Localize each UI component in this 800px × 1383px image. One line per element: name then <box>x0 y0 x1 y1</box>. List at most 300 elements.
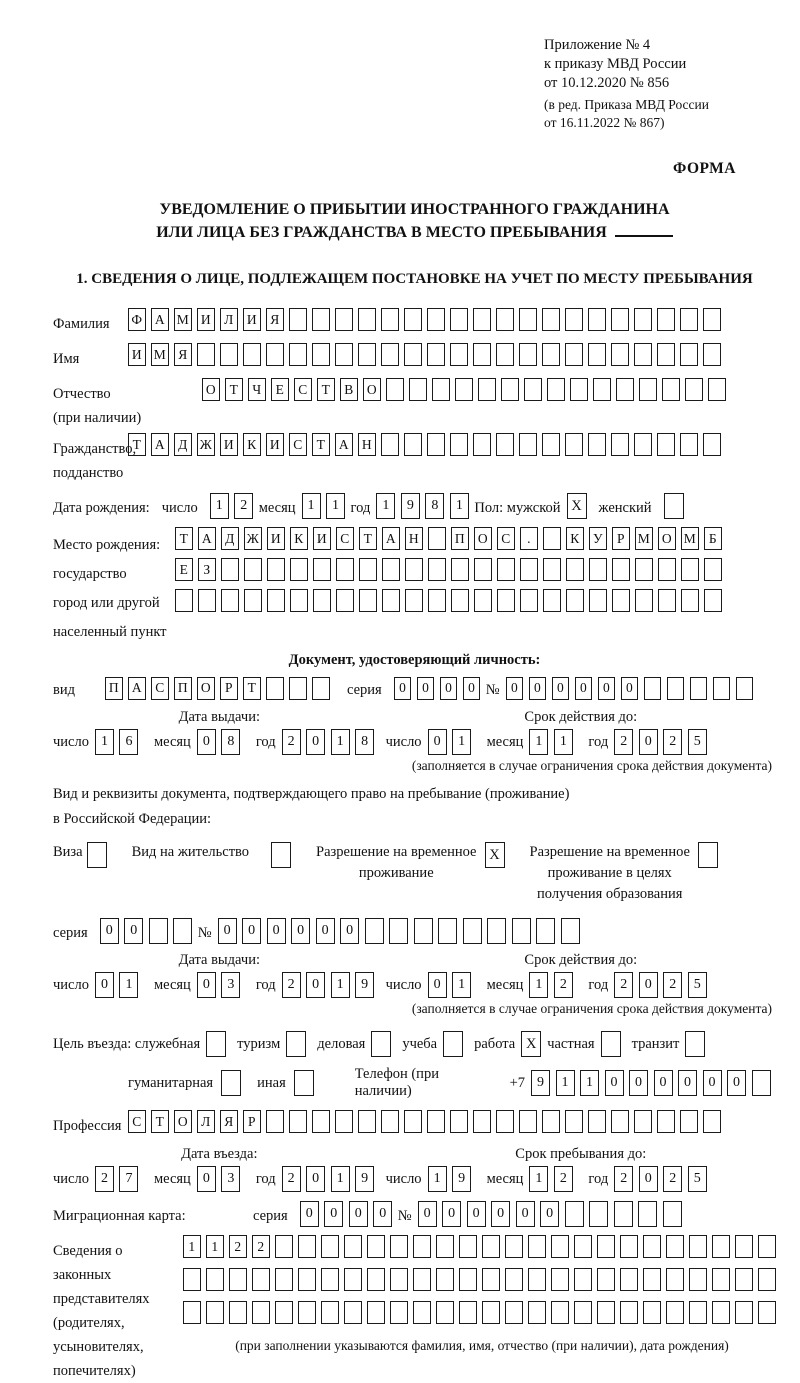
char-box[interactable] <box>611 308 629 331</box>
char-box[interactable]: О <box>174 1110 192 1133</box>
char-box[interactable] <box>689 1235 707 1258</box>
char-box[interactable] <box>551 1301 569 1324</box>
char-box[interactable] <box>197 343 215 366</box>
char-box[interactable]: Я <box>266 308 284 331</box>
char-box[interactable] <box>758 1235 776 1258</box>
char-box[interactable]: С <box>151 677 169 700</box>
char-box[interactable] <box>381 308 399 331</box>
char-box[interactable] <box>436 1235 454 1258</box>
char-box[interactable]: К <box>243 433 261 456</box>
char-box[interactable]: 0 <box>605 1070 624 1096</box>
char-box[interactable] <box>496 308 514 331</box>
char-box[interactable] <box>689 1301 707 1324</box>
char-box[interactable]: А <box>382 527 400 550</box>
char-box[interactable]: 0 <box>440 677 458 700</box>
char-box[interactable] <box>528 1268 546 1291</box>
char-box[interactable]: Я <box>220 1110 238 1133</box>
char-box[interactable]: 0 <box>428 972 447 998</box>
char-box[interactable]: 0 <box>506 677 524 700</box>
phone-input[interactable] <box>531 1070 776 1096</box>
char-box[interactable] <box>473 308 491 331</box>
char-box[interactable]: 1 <box>183 1235 201 1258</box>
char-box[interactable] <box>252 1268 270 1291</box>
temp-residence-checkbox[interactable]: X <box>485 842 505 868</box>
char-box[interactable] <box>758 1268 776 1291</box>
char-box[interactable] <box>313 589 331 612</box>
char-box[interactable] <box>712 1268 730 1291</box>
char-box[interactable] <box>639 378 657 401</box>
char-box[interactable] <box>405 589 423 612</box>
citizenship-input[interactable] <box>128 433 726 456</box>
char-box[interactable]: М <box>635 527 653 550</box>
char-box[interactable]: С <box>128 1110 146 1133</box>
char-box[interactable]: 0 <box>394 677 412 700</box>
char-box[interactable] <box>367 1235 385 1258</box>
char-box[interactable] <box>367 1268 385 1291</box>
char-box[interactable] <box>275 1301 293 1324</box>
char-box[interactable] <box>712 1235 730 1258</box>
purpose-commercial-checkbox[interactable] <box>371 1031 391 1057</box>
char-box[interactable]: Л <box>220 308 238 331</box>
char-box[interactable] <box>336 589 354 612</box>
resident-number-input[interactable] <box>218 918 586 944</box>
char-box[interactable] <box>358 343 376 366</box>
char-box[interactable]: 0 <box>340 918 359 944</box>
char-box[interactable] <box>512 918 531 944</box>
char-box[interactable] <box>505 1301 523 1324</box>
char-box[interactable] <box>244 589 262 612</box>
char-box[interactable]: О <box>202 378 220 401</box>
char-box[interactable]: 2 <box>614 729 633 755</box>
char-box[interactable]: 0 <box>218 918 237 944</box>
migration-number-input[interactable] <box>418 1201 688 1227</box>
char-box[interactable] <box>565 1110 583 1133</box>
char-box[interactable] <box>450 433 468 456</box>
char-box[interactable]: М <box>681 527 699 550</box>
char-box[interactable] <box>616 378 634 401</box>
char-box[interactable] <box>703 1110 721 1133</box>
char-box[interactable] <box>758 1301 776 1324</box>
char-box[interactable]: Я <box>174 343 192 366</box>
char-box[interactable]: 5 <box>688 1166 707 1192</box>
char-box[interactable] <box>432 378 450 401</box>
char-box[interactable] <box>359 558 377 581</box>
char-box[interactable] <box>404 308 422 331</box>
char-box[interactable] <box>643 1268 661 1291</box>
char-box[interactable] <box>298 1301 316 1324</box>
char-box[interactable]: . <box>520 527 538 550</box>
char-box[interactable] <box>574 1301 592 1324</box>
char-box[interactable]: Ф <box>128 308 146 331</box>
char-box[interactable] <box>681 558 699 581</box>
char-box[interactable] <box>478 378 496 401</box>
char-box[interactable] <box>459 1301 477 1324</box>
char-box[interactable]: С <box>289 433 307 456</box>
char-box[interactable] <box>634 433 652 456</box>
char-box[interactable] <box>588 343 606 366</box>
char-box[interactable] <box>335 1110 353 1133</box>
char-box[interactable] <box>543 558 561 581</box>
char-box[interactable]: 0 <box>552 677 570 700</box>
char-box[interactable]: 1 <box>529 729 548 755</box>
purpose-work-checkbox[interactable]: X <box>521 1031 541 1057</box>
char-box[interactable] <box>635 589 653 612</box>
char-box[interactable]: 2 <box>663 729 682 755</box>
char-box[interactable] <box>436 1268 454 1291</box>
char-box[interactable]: 0 <box>629 1070 648 1096</box>
birth-year-input[interactable] <box>376 493 474 519</box>
char-box[interactable] <box>681 589 699 612</box>
id-valid-year[interactable] <box>614 729 712 755</box>
patronymic-input[interactable] <box>202 378 731 401</box>
char-box[interactable] <box>588 308 606 331</box>
char-box[interactable] <box>680 308 698 331</box>
resident-valid-year[interactable] <box>614 972 712 998</box>
char-box[interactable]: 0 <box>654 1070 673 1096</box>
char-box[interactable] <box>427 1110 445 1133</box>
purpose-transit-checkbox[interactable] <box>685 1031 705 1057</box>
char-box[interactable] <box>597 1235 615 1258</box>
char-box[interactable]: Т <box>317 378 335 401</box>
char-box[interactable] <box>428 527 446 550</box>
char-box[interactable] <box>413 1301 431 1324</box>
char-box[interactable] <box>657 308 675 331</box>
resident-issue-day[interactable] <box>95 972 144 998</box>
char-box[interactable]: 2 <box>554 972 573 998</box>
char-box[interactable] <box>298 1235 316 1258</box>
char-box[interactable] <box>474 558 492 581</box>
char-box[interactable]: 0 <box>621 677 639 700</box>
char-box[interactable] <box>344 1301 362 1324</box>
char-box[interactable]: 1 <box>376 493 395 519</box>
char-box[interactable] <box>198 589 216 612</box>
migration-series-input[interactable] <box>300 1201 398 1227</box>
entry-day[interactable] <box>95 1166 144 1192</box>
char-box[interactable]: С <box>336 527 354 550</box>
char-box[interactable] <box>313 558 331 581</box>
char-box[interactable]: 2 <box>229 1235 247 1258</box>
purpose-study-checkbox[interactable] <box>443 1031 463 1057</box>
char-box[interactable] <box>565 1201 584 1227</box>
char-box[interactable]: 1 <box>554 729 573 755</box>
char-box[interactable]: 0 <box>575 677 593 700</box>
visa-checkbox[interactable] <box>87 842 107 868</box>
char-box[interactable]: 0 <box>598 677 616 700</box>
char-box[interactable] <box>597 1268 615 1291</box>
char-box[interactable]: 0 <box>197 1166 216 1192</box>
char-box[interactable] <box>175 589 193 612</box>
char-box[interactable] <box>390 1268 408 1291</box>
char-box[interactable] <box>536 918 555 944</box>
char-box[interactable]: 1 <box>428 1166 447 1192</box>
char-box[interactable] <box>321 1301 339 1324</box>
char-box[interactable]: 1 <box>556 1070 575 1096</box>
char-box[interactable] <box>183 1268 201 1291</box>
char-box[interactable] <box>712 1301 730 1324</box>
char-box[interactable]: 2 <box>663 1166 682 1192</box>
profession-input[interactable] <box>128 1110 726 1133</box>
char-box[interactable] <box>275 1268 293 1291</box>
char-box[interactable]: И <box>267 527 285 550</box>
char-box[interactable] <box>413 1235 431 1258</box>
char-box[interactable]: 0 <box>316 918 335 944</box>
char-box[interactable]: 2 <box>282 972 301 998</box>
char-box[interactable] <box>335 308 353 331</box>
char-box[interactable] <box>381 433 399 456</box>
char-box[interactable] <box>404 1110 422 1133</box>
char-box[interactable] <box>547 378 565 401</box>
char-box[interactable]: 1 <box>326 493 345 519</box>
char-box[interactable] <box>519 343 537 366</box>
char-box[interactable]: 2 <box>282 1166 301 1192</box>
char-box[interactable] <box>589 558 607 581</box>
firstname-input[interactable] <box>128 343 726 366</box>
char-box[interactable] <box>358 1110 376 1133</box>
char-box[interactable] <box>312 1110 330 1133</box>
resident-issue-month[interactable] <box>197 972 246 998</box>
char-box[interactable] <box>703 308 721 331</box>
char-box[interactable]: А <box>335 433 353 456</box>
birthplace-input-row2[interactable] <box>175 558 727 581</box>
char-box[interactable]: 0 <box>540 1201 559 1227</box>
char-box[interactable] <box>635 558 653 581</box>
char-box[interactable] <box>685 378 703 401</box>
char-box[interactable]: 0 <box>306 972 325 998</box>
id-doc-type-input[interactable] <box>105 677 335 700</box>
char-box[interactable] <box>428 589 446 612</box>
char-box[interactable] <box>519 433 537 456</box>
char-box[interactable]: И <box>128 343 146 366</box>
char-box[interactable] <box>404 433 422 456</box>
char-box[interactable] <box>428 558 446 581</box>
char-box[interactable] <box>589 589 607 612</box>
char-box[interactable]: 0 <box>727 1070 746 1096</box>
char-box[interactable] <box>496 1110 514 1133</box>
id-valid-day[interactable] <box>428 729 477 755</box>
char-box[interactable] <box>451 558 469 581</box>
char-box[interactable]: 0 <box>349 1201 368 1227</box>
purpose-other-checkbox[interactable] <box>294 1070 314 1096</box>
entry-month[interactable] <box>197 1166 246 1192</box>
char-box[interactable]: 9 <box>452 1166 471 1192</box>
char-box[interactable]: 0 <box>639 729 658 755</box>
char-box[interactable] <box>275 1235 293 1258</box>
char-box[interactable] <box>643 1301 661 1324</box>
char-box[interactable] <box>588 433 606 456</box>
char-box[interactable] <box>566 558 584 581</box>
char-box[interactable]: Л <box>197 1110 215 1133</box>
char-box[interactable]: Е <box>271 378 289 401</box>
char-box[interactable]: 2 <box>614 972 633 998</box>
char-box[interactable] <box>708 378 726 401</box>
char-box[interactable] <box>612 558 630 581</box>
char-box[interactable]: 1 <box>210 493 229 519</box>
char-box[interactable]: 9 <box>355 1166 374 1192</box>
representatives-input-row3[interactable] <box>183 1301 781 1324</box>
char-box[interactable] <box>662 378 680 401</box>
char-box[interactable] <box>482 1235 500 1258</box>
birth-month-input[interactable] <box>302 493 351 519</box>
char-box[interactable] <box>561 918 580 944</box>
char-box[interactable]: 3 <box>221 1166 240 1192</box>
char-box[interactable] <box>229 1268 247 1291</box>
char-box[interactable]: О <box>197 677 215 700</box>
char-box[interactable]: Т <box>175 527 193 550</box>
char-box[interactable]: 5 <box>688 972 707 998</box>
char-box[interactable]: 0 <box>529 677 547 700</box>
char-box[interactable]: 9 <box>531 1070 550 1096</box>
char-box[interactable] <box>290 589 308 612</box>
char-box[interactable] <box>206 1268 224 1291</box>
char-box[interactable]: П <box>451 527 469 550</box>
char-box[interactable]: 1 <box>331 729 350 755</box>
char-box[interactable]: Т <box>128 433 146 456</box>
char-box[interactable]: А <box>151 433 169 456</box>
purpose-humanitarian-checkbox[interactable] <box>221 1070 241 1096</box>
birth-day-input[interactable] <box>210 493 259 519</box>
char-box[interactable] <box>620 1268 638 1291</box>
char-box[interactable] <box>542 308 560 331</box>
char-box[interactable]: 0 <box>516 1201 535 1227</box>
char-box[interactable] <box>735 1268 753 1291</box>
char-box[interactable]: Ж <box>197 433 215 456</box>
char-box[interactable]: М <box>174 308 192 331</box>
resident-valid-month[interactable] <box>529 972 578 998</box>
char-box[interactable]: Р <box>243 1110 261 1133</box>
char-box[interactable] <box>663 1201 682 1227</box>
char-box[interactable] <box>404 343 422 366</box>
char-box[interactable] <box>497 589 515 612</box>
char-box[interactable]: 0 <box>267 918 286 944</box>
char-box[interactable] <box>658 558 676 581</box>
char-box[interactable]: Ж <box>244 527 262 550</box>
char-box[interactable] <box>450 1110 468 1133</box>
char-box[interactable]: С <box>497 527 515 550</box>
char-box[interactable] <box>519 308 537 331</box>
char-box[interactable] <box>704 558 722 581</box>
id-doc-number-input[interactable] <box>506 677 759 700</box>
char-box[interactable] <box>611 433 629 456</box>
char-box[interactable] <box>409 378 427 401</box>
char-box[interactable]: 0 <box>100 918 119 944</box>
char-box[interactable] <box>543 589 561 612</box>
char-box[interactable] <box>459 1268 477 1291</box>
char-box[interactable]: Б <box>704 527 722 550</box>
char-box[interactable]: 2 <box>282 729 301 755</box>
char-box[interactable]: 2 <box>95 1166 114 1192</box>
char-box[interactable] <box>183 1301 201 1324</box>
char-box[interactable]: 1 <box>331 1166 350 1192</box>
char-box[interactable] <box>690 677 708 700</box>
char-box[interactable]: 0 <box>306 729 325 755</box>
char-box[interactable]: 1 <box>95 729 114 755</box>
char-box[interactable]: 2 <box>614 1166 633 1192</box>
representatives-input-row1[interactable] <box>183 1235 781 1258</box>
char-box[interactable] <box>266 677 284 700</box>
char-box[interactable] <box>505 1235 523 1258</box>
char-box[interactable] <box>390 1235 408 1258</box>
purpose-business-checkbox[interactable] <box>206 1031 226 1057</box>
char-box[interactable]: 9 <box>355 972 374 998</box>
char-box[interactable] <box>221 589 239 612</box>
char-box[interactable] <box>565 308 583 331</box>
char-box[interactable] <box>451 589 469 612</box>
resident-issue-year[interactable] <box>282 972 380 998</box>
char-box[interactable] <box>505 1268 523 1291</box>
char-box[interactable] <box>496 343 514 366</box>
char-box[interactable]: 8 <box>221 729 240 755</box>
char-box[interactable]: И <box>197 308 215 331</box>
char-box[interactable] <box>359 589 377 612</box>
char-box[interactable]: 0 <box>703 1070 722 1096</box>
char-box[interactable]: 0 <box>373 1201 392 1227</box>
char-box[interactable]: 1 <box>206 1235 224 1258</box>
char-box[interactable]: А <box>128 677 146 700</box>
char-box[interactable] <box>413 1268 431 1291</box>
stay-year[interactable] <box>614 1166 712 1192</box>
char-box[interactable]: З <box>198 558 216 581</box>
char-box[interactable] <box>312 343 330 366</box>
char-box[interactable] <box>414 918 433 944</box>
char-box[interactable] <box>427 343 445 366</box>
char-box[interactable]: 0 <box>197 972 216 998</box>
entry-year[interactable] <box>282 1166 380 1192</box>
char-box[interactable]: О <box>363 378 381 401</box>
stay-day[interactable] <box>428 1166 477 1192</box>
char-box[interactable] <box>520 589 538 612</box>
char-box[interactable]: 0 <box>463 677 481 700</box>
char-box[interactable] <box>657 1110 675 1133</box>
char-box[interactable]: Ч <box>248 378 266 401</box>
char-box[interactable] <box>455 378 473 401</box>
char-box[interactable]: Р <box>612 527 630 550</box>
char-box[interactable] <box>570 378 588 401</box>
char-box[interactable] <box>657 433 675 456</box>
char-box[interactable]: И <box>313 527 331 550</box>
char-box[interactable] <box>614 1201 633 1227</box>
char-box[interactable]: Т <box>225 378 243 401</box>
char-box[interactable] <box>252 1301 270 1324</box>
char-box[interactable] <box>520 558 538 581</box>
char-box[interactable]: 0 <box>417 677 435 700</box>
char-box[interactable]: 0 <box>324 1201 343 1227</box>
char-box[interactable]: 1 <box>529 972 548 998</box>
char-box[interactable]: Н <box>405 527 423 550</box>
char-box[interactable] <box>551 1268 569 1291</box>
char-box[interactable] <box>611 343 629 366</box>
char-box[interactable] <box>289 343 307 366</box>
char-box[interactable] <box>643 1235 661 1258</box>
char-box[interactable] <box>657 343 675 366</box>
char-box[interactable] <box>634 1110 652 1133</box>
char-box[interactable]: 2 <box>663 972 682 998</box>
purpose-private-checkbox[interactable] <box>601 1031 621 1057</box>
char-box[interactable]: 1 <box>452 729 471 755</box>
char-box[interactable]: Т <box>151 1110 169 1133</box>
char-box[interactable]: 8 <box>355 729 374 755</box>
birthplace-input-row3[interactable] <box>175 589 727 612</box>
char-box[interactable] <box>634 343 652 366</box>
char-box[interactable] <box>344 1268 362 1291</box>
birthplace-input-row1[interactable] <box>175 527 727 550</box>
char-box[interactable] <box>680 1110 698 1133</box>
char-box[interactable]: У <box>589 527 607 550</box>
char-box[interactable]: 1 <box>119 972 138 998</box>
char-box[interactable] <box>620 1235 638 1258</box>
char-box[interactable] <box>290 558 308 581</box>
id-issue-day[interactable] <box>95 729 144 755</box>
char-box[interactable] <box>565 433 583 456</box>
